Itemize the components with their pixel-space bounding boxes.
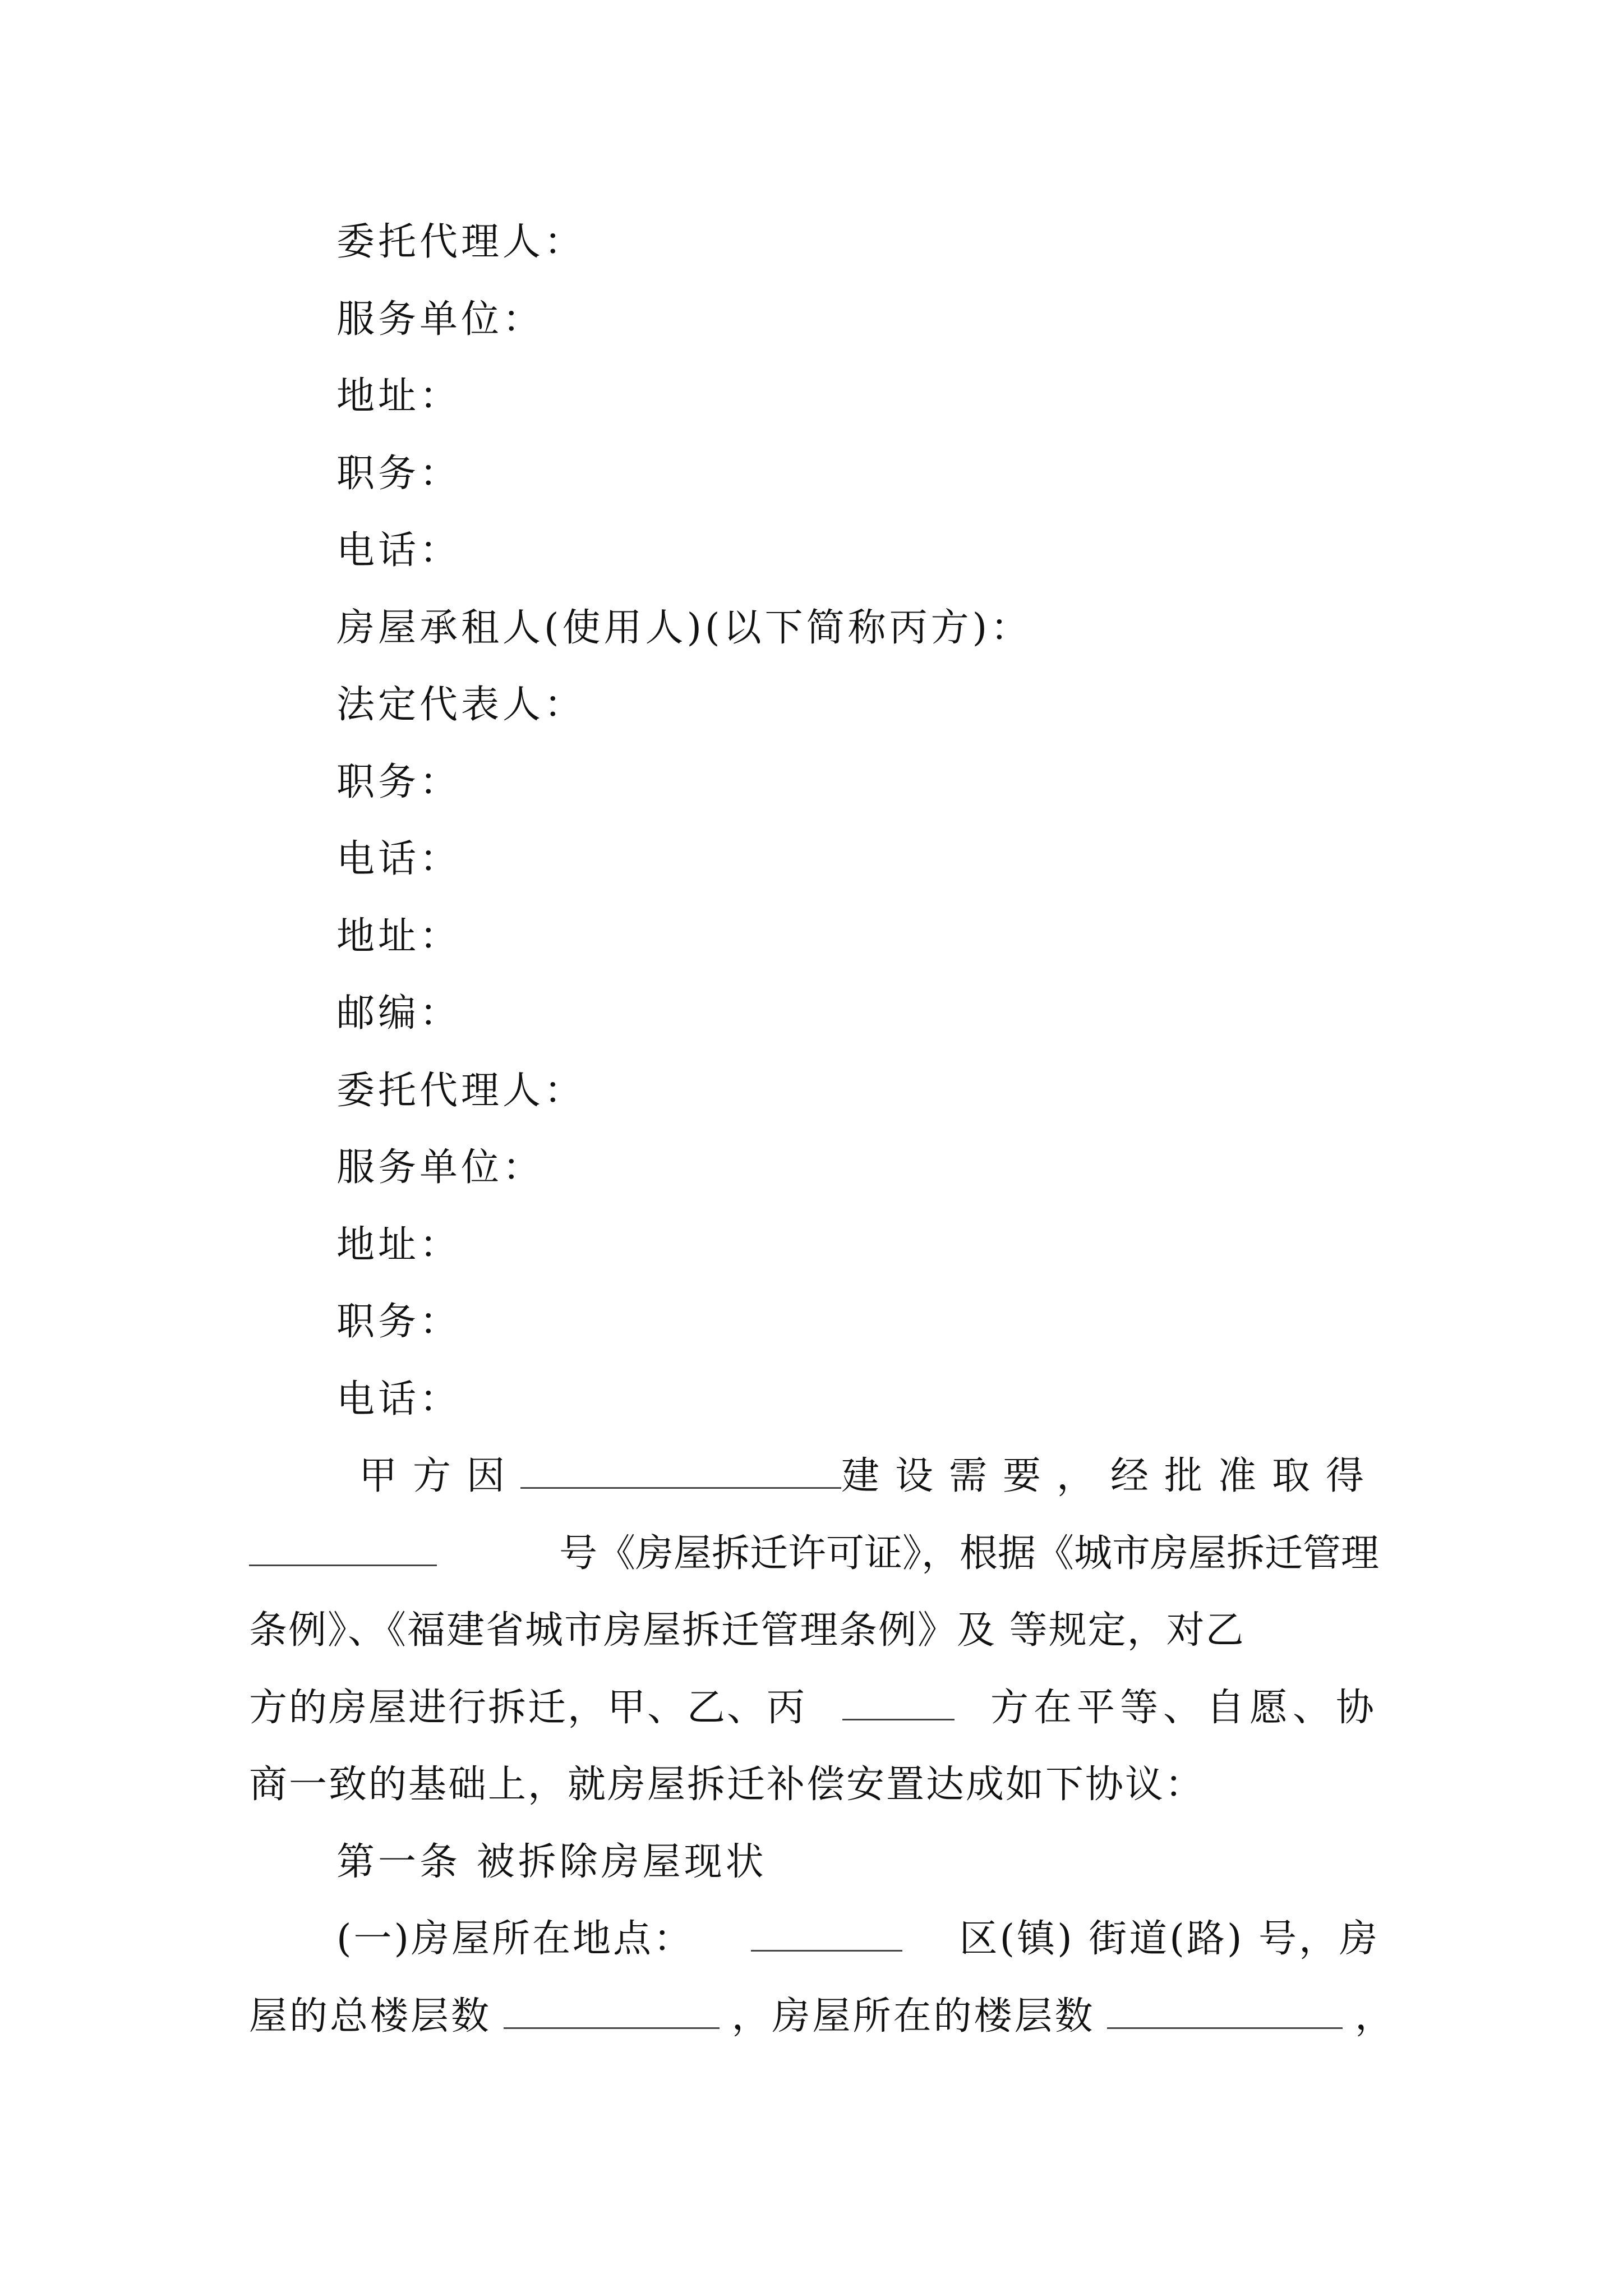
field-label: 委托代理人： bbox=[336, 220, 586, 264]
field-label: 委托代理人： bbox=[336, 1069, 586, 1113]
paragraph-text: 商一致的基础上，就房屋拆迁补偿安置达成如下协议： bbox=[249, 1763, 1205, 1807]
paragraph-text: ， bbox=[1354, 1994, 1393, 2039]
field-label: 地址： bbox=[336, 914, 462, 959]
field-label: 职务： bbox=[336, 452, 462, 496]
field-label: 服务单位： bbox=[336, 1145, 545, 1190]
paragraph-text: ，房屋所在的楼层数 bbox=[731, 1994, 1095, 2039]
blank-line bbox=[1107, 1998, 1343, 2029]
field-label: 职务： bbox=[336, 1300, 462, 1344]
blank-line bbox=[504, 1998, 720, 2029]
paragraph-line bbox=[249, 1994, 1393, 2039]
field-label: 地址： bbox=[336, 1223, 462, 1267]
paragraph-line bbox=[359, 1454, 1380, 1498]
field-label: 房屋承租人(使用人)(以下简称丙方)： bbox=[336, 606, 1032, 650]
field-label: 电话： bbox=[336, 837, 462, 881]
paragraph-text: (一)房屋所在地点： bbox=[336, 1917, 694, 1961]
field-label: 邮编： bbox=[336, 991, 462, 1036]
field-label: 电话： bbox=[336, 1377, 462, 1421]
paragraph-text: 甲方因 bbox=[359, 1454, 521, 1498]
blank-line bbox=[249, 1535, 437, 1566]
field-label: 电话： bbox=[336, 528, 462, 573]
blank-line bbox=[520, 1458, 841, 1489]
paragraph-line bbox=[336, 1917, 1380, 1961]
field-label: 法定代表人： bbox=[336, 683, 586, 727]
paragraph-text: 屋的总楼层数 bbox=[249, 1994, 492, 2039]
field-label: 地址： bbox=[336, 374, 462, 418]
field-label: 服务单位： bbox=[336, 297, 545, 342]
paragraph-text: 号《房屋拆迁许可证》，根据《城市房屋拆迁管理 bbox=[559, 1531, 1379, 1576]
blank-line bbox=[842, 1690, 955, 1720]
paragraph-text: 条例》、《福建省城市房屋拆迁管理条例》及 等规定，对乙 bbox=[249, 1608, 1245, 1653]
paragraph-text: 方在平等、自愿、协 bbox=[990, 1686, 1379, 1730]
article-heading: 第一条 被拆除房屋现状 bbox=[336, 1840, 767, 1884]
blank-line bbox=[751, 1921, 902, 1952]
paragraph-text: 建设需要，经批准取得 bbox=[841, 1454, 1380, 1498]
paragraph-text: 区(镇) 街道(路) 号，房 bbox=[959, 1917, 1380, 1961]
paragraph-line bbox=[249, 1686, 1379, 1730]
field-label: 职务： bbox=[336, 760, 462, 804]
paragraph-line bbox=[249, 1531, 1379, 1576]
paragraph-text: 方的房屋进行拆迁，甲、乙、丙 bbox=[249, 1686, 807, 1730]
